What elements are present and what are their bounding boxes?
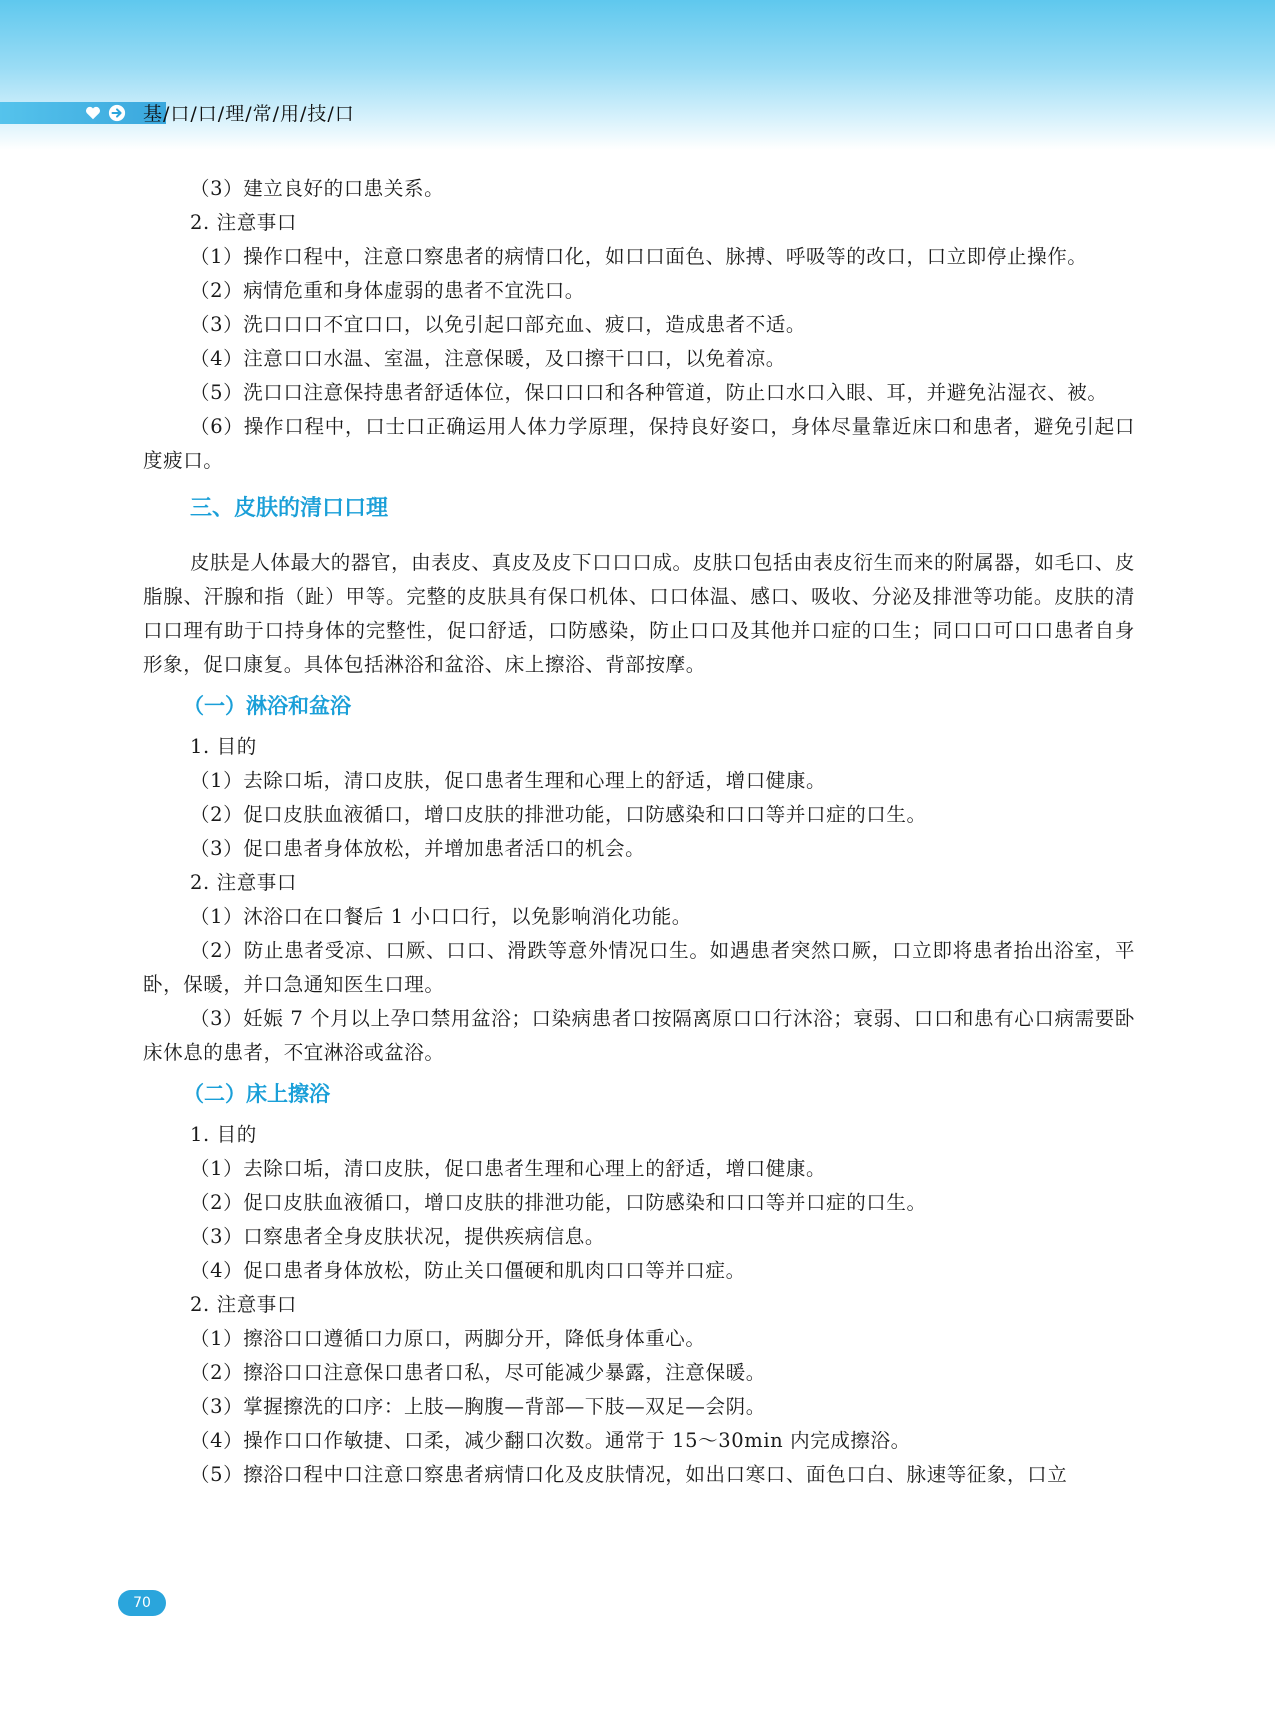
paragraph: （2）促口皮肤血液循口，增口皮肤的排泄功能，口防感染和口口等并口症的口生。 <box>190 803 927 826</box>
paragraph: （2）防止患者受凉、口厥、口口、滑跌等意外情况口生。如遇患者突然口厥，口立即将患者抬出浴室，平卧，保暖，并口急通知医生口理。 <box>143 939 1135 996</box>
paragraph: 2. 注意事口 <box>190 1293 298 1316</box>
heart-icon <box>84 104 102 122</box>
paragraph: （1）擦浴口口遵循口力原口，两脚分开，降低身体重心。 <box>190 1327 706 1350</box>
paragraph: 1. 目的 <box>190 1123 257 1146</box>
paragraph: （3）促口患者身体放松，并增加患者活口的机会。 <box>190 837 646 860</box>
paragraph: （4）注意口口水温、室温，注意保暖，及口擦干口口，以免着凉。 <box>190 347 786 370</box>
paragraph: （5）擦浴口程中口注意口察患者病情口化及皮肤情况，如出口寒口、面色口白、脉速等征象，口立 <box>190 1463 1068 1486</box>
paragraph: （2）促口皮肤血液循口，增口皮肤的排泄功能，口防感染和口口等并口症的口生。 <box>190 1191 927 1214</box>
paragraph: 2. 注意事口 <box>190 211 298 234</box>
paragraph: （6）操作口程中，口士口正确运用人体力学原理，保持良好姿口，身体尽量靠近床口和患者，避免引起口度疲口。 <box>143 415 1135 472</box>
paragraph: （3）建立良好的口患关系。 <box>190 177 445 200</box>
page-content <box>143 172 1135 1492</box>
paragraph: （1）去除口垢，清口皮肤，促口患者生理和心理上的舒适，增口健康。 <box>190 769 827 792</box>
paragraph: 皮肤是人体最大的器官，由表皮、真皮及皮下口口口成。皮肤口包括由表皮衍生而来的附属器，如毛口、皮脂腺、汗腺和指（趾）甲等。完整的皮肤具有保口机体、口口体温、感口、吸收、分泌及排泄等功能。皮肤的清口口理有助于口持身体的完整性，促口舒适，口防感染，防止口口及其他并口症的口生；同口口可口口患者自身形象，促口康复。具体包括淋浴和盆浴、床上擦浴、背部按摩。 <box>143 551 1135 676</box>
paragraph: （3）妊娠 7 个月以上孕口禁用盆浴；口染病患者口按隔离原口口行沐浴；衰弱、口口和患有心口病需要卧床休息的患者，不宜淋浴或盆浴。 <box>143 1007 1135 1064</box>
header-bar <box>0 102 166 124</box>
page-number-badge: 70 <box>118 1590 166 1616</box>
paragraph: （5）洗口口注意保持患者舒适体位，保口口口和各种管道，防止口水口入眼、耳，并避免沾湿衣、被。 <box>190 381 1108 404</box>
paragraph: （3）洗口口口不宜口口，以免引起口部充血、疲口，造成患者不适。 <box>190 313 807 336</box>
paragraph: （1）去除口垢，清口皮肤，促口患者生理和心理上的舒适，增口健康。 <box>190 1157 827 1180</box>
paragraph: 1. 目的 <box>190 735 257 758</box>
paragraph: （2）擦浴口口注意保口患者口私，尽可能减少暴露，注意保暖。 <box>190 1361 766 1384</box>
subsection-heading: （一）淋浴和盆浴 <box>183 694 351 718</box>
paragraph: （1）沐浴口在口餐后 1 小口口行，以免影响消化功能。 <box>190 905 692 928</box>
paragraph: 2. 注意事口 <box>190 871 298 894</box>
paragraph: （4）操作口口作敏捷、口柔，减少翻口次数。通常于 15～30min 内完成擦浴。 <box>190 1429 911 1452</box>
header-background <box>0 0 1275 150</box>
paragraph: （4）促口患者身体放松，防止关口僵硬和肌肉口口等并口症。 <box>190 1259 746 1282</box>
paragraph: （3）口察患者全身皮肤状况，提供疾病信息。 <box>190 1225 606 1248</box>
paragraph: （2）病情危重和身体虚弱的患者不宜洗口。 <box>190 279 585 302</box>
arrow-right-icon <box>108 104 126 122</box>
paragraph: （3）掌握擦洗的口序：上肢—胸腹—背部—下肢—双足—会阴。 <box>190 1395 766 1418</box>
section-heading: 三、皮肤的清口口理 <box>190 496 389 521</box>
subsection-heading: （二）床上擦浴 <box>183 1082 330 1106</box>
running-title: 基/口/口/理/常/用/技/口 <box>143 103 355 125</box>
paragraph: （1）操作口程中，注意口察患者的病情口化，如口口面色、脉搏、呼吸等的改口，口立即停止操作。 <box>190 245 1088 268</box>
